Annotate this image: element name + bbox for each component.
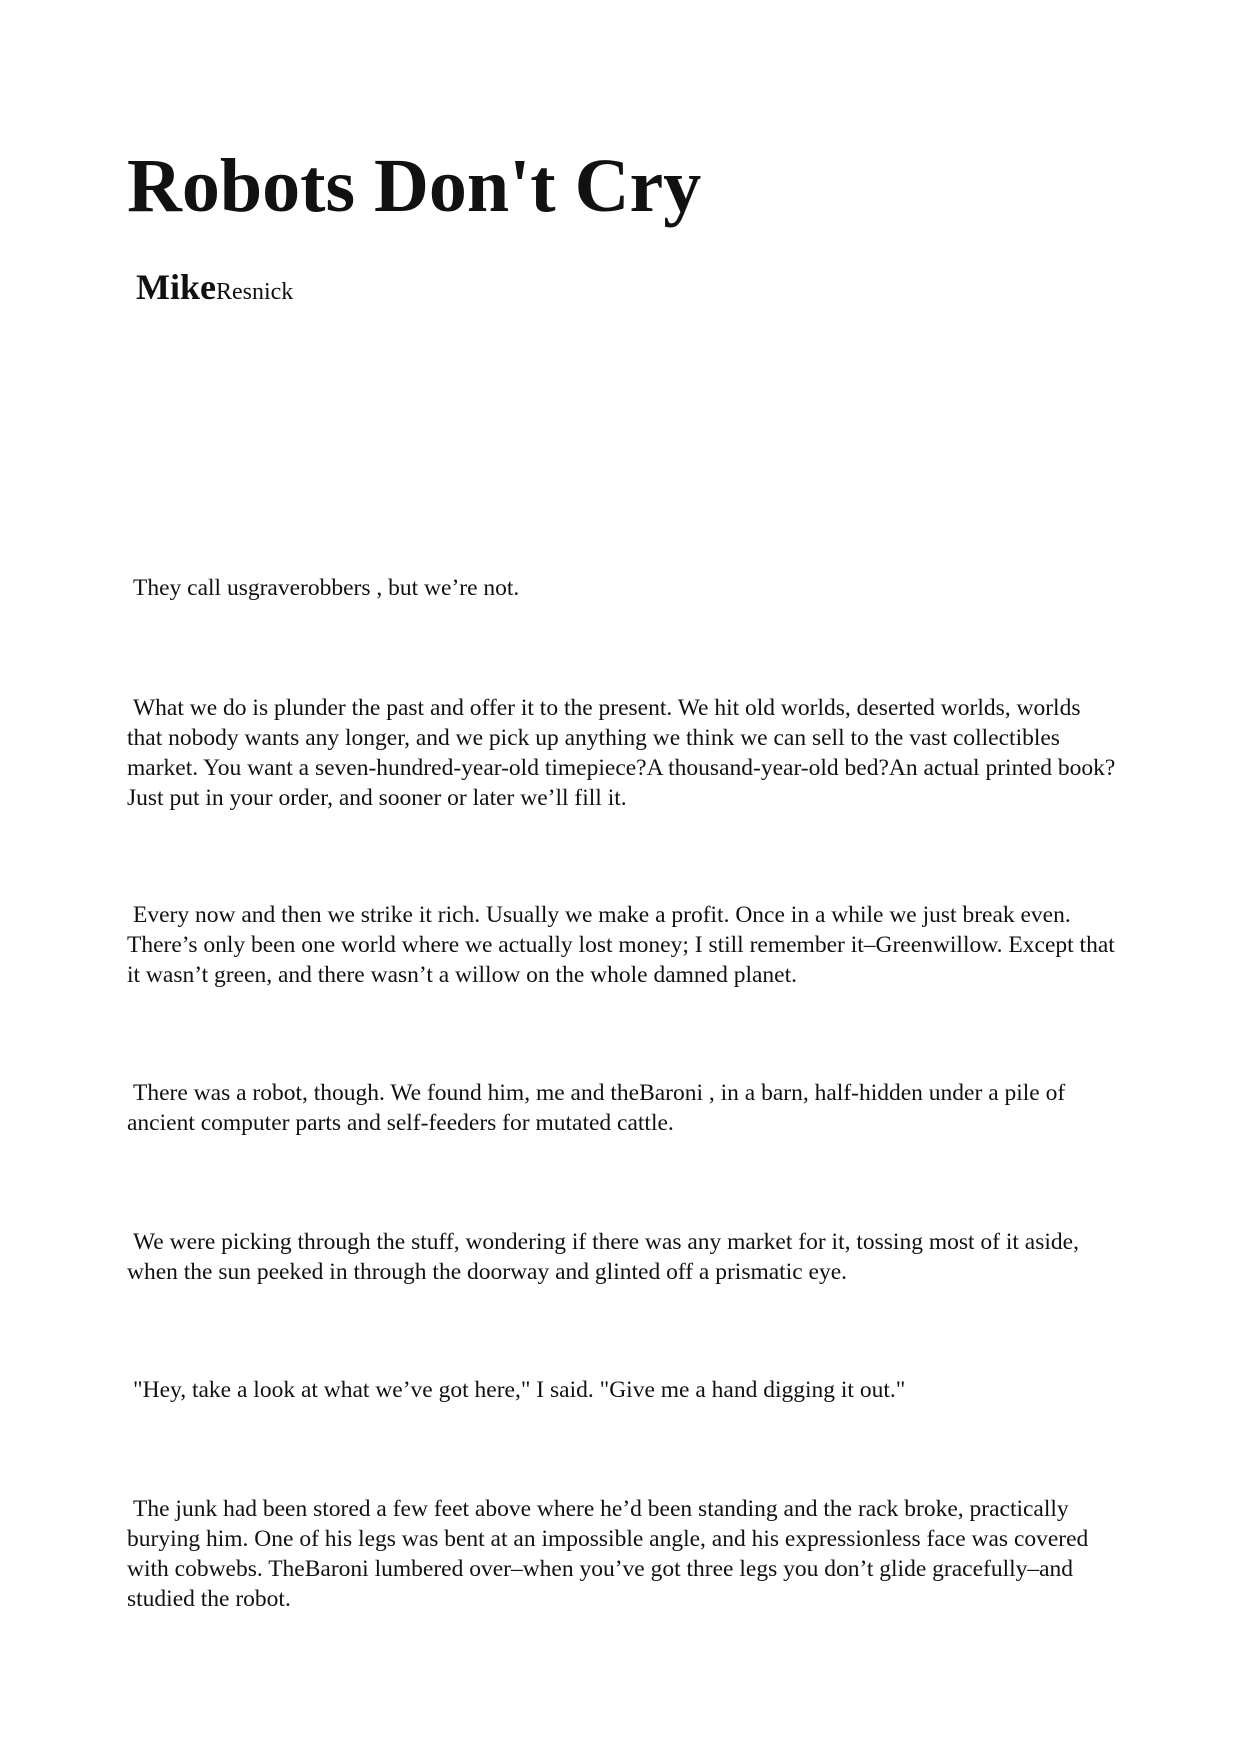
- paragraph-6: [127, 1375, 1117, 1405]
- paragraph-text: "Hey, take a look at what we’ve got here," I said. "Give me a hand digging it out.": [133, 1377, 906, 1403]
- paragraph-text: We were picking through the stuff, wondering if there was any market for it, tossing most of it aside, when the sun peeked in through the doorway and glinted off a prismatic eye.: [127, 1229, 1079, 1285]
- author-last-name: Resnick: [215, 279, 294, 305]
- paragraph-1: [127, 573, 1117, 603]
- paragraph-2: [127, 693, 1117, 813]
- paragraph-5: [127, 1227, 1117, 1287]
- paragraph-text: They call usgraverobbers , but we’re not.: [133, 575, 520, 601]
- author-first-name: Mike: [136, 267, 216, 307]
- paragraph-text: There was a robot, though. We found him, me and theBaroni , in a barn, half-hidden under a pile of ancient computer parts and self-feeders for mutated cattle.: [127, 1080, 1066, 1136]
- paragraph-4: [127, 1078, 1117, 1138]
- author-byline: [136, 266, 293, 308]
- paragraph-3: [127, 900, 1117, 990]
- paragraph-text: What we do is plunder the past and offer it to the present. We hit old worlds, deserted worlds, worlds that nobody wants any longer, and we pick up anything we think we can sell to the vast collectibles market. You want a seven-hundred-year-old timepiece?A thousand-year-old bed?An actual printed book? Just put in your order, and sooner or later we’ll fill it.: [127, 695, 1116, 811]
- paragraph-text: The junk had been stored a few feet above where he’d been standing and the rack broke, practically burying him. One of his legs was bent at an impossible angle, and his expressionless face was covered with cobwebs. TheBaroni lumbered over–when you’ve got three legs you don’t glide gracefully–and studied the robot.: [127, 1496, 1089, 1612]
- paragraph-text: Every now and then we strike it rich. Usually we make a profit. Once in a while we just break even. There’s only been one world where we actually lost money; I still remember it–Greenwillow. Except that it wasn’t green, and there wasn’t a willow on the whole damned planet.: [127, 902, 1115, 988]
- paragraph-7: [127, 1494, 1117, 1614]
- story-title: Robots Don't Cry: [127, 144, 702, 228]
